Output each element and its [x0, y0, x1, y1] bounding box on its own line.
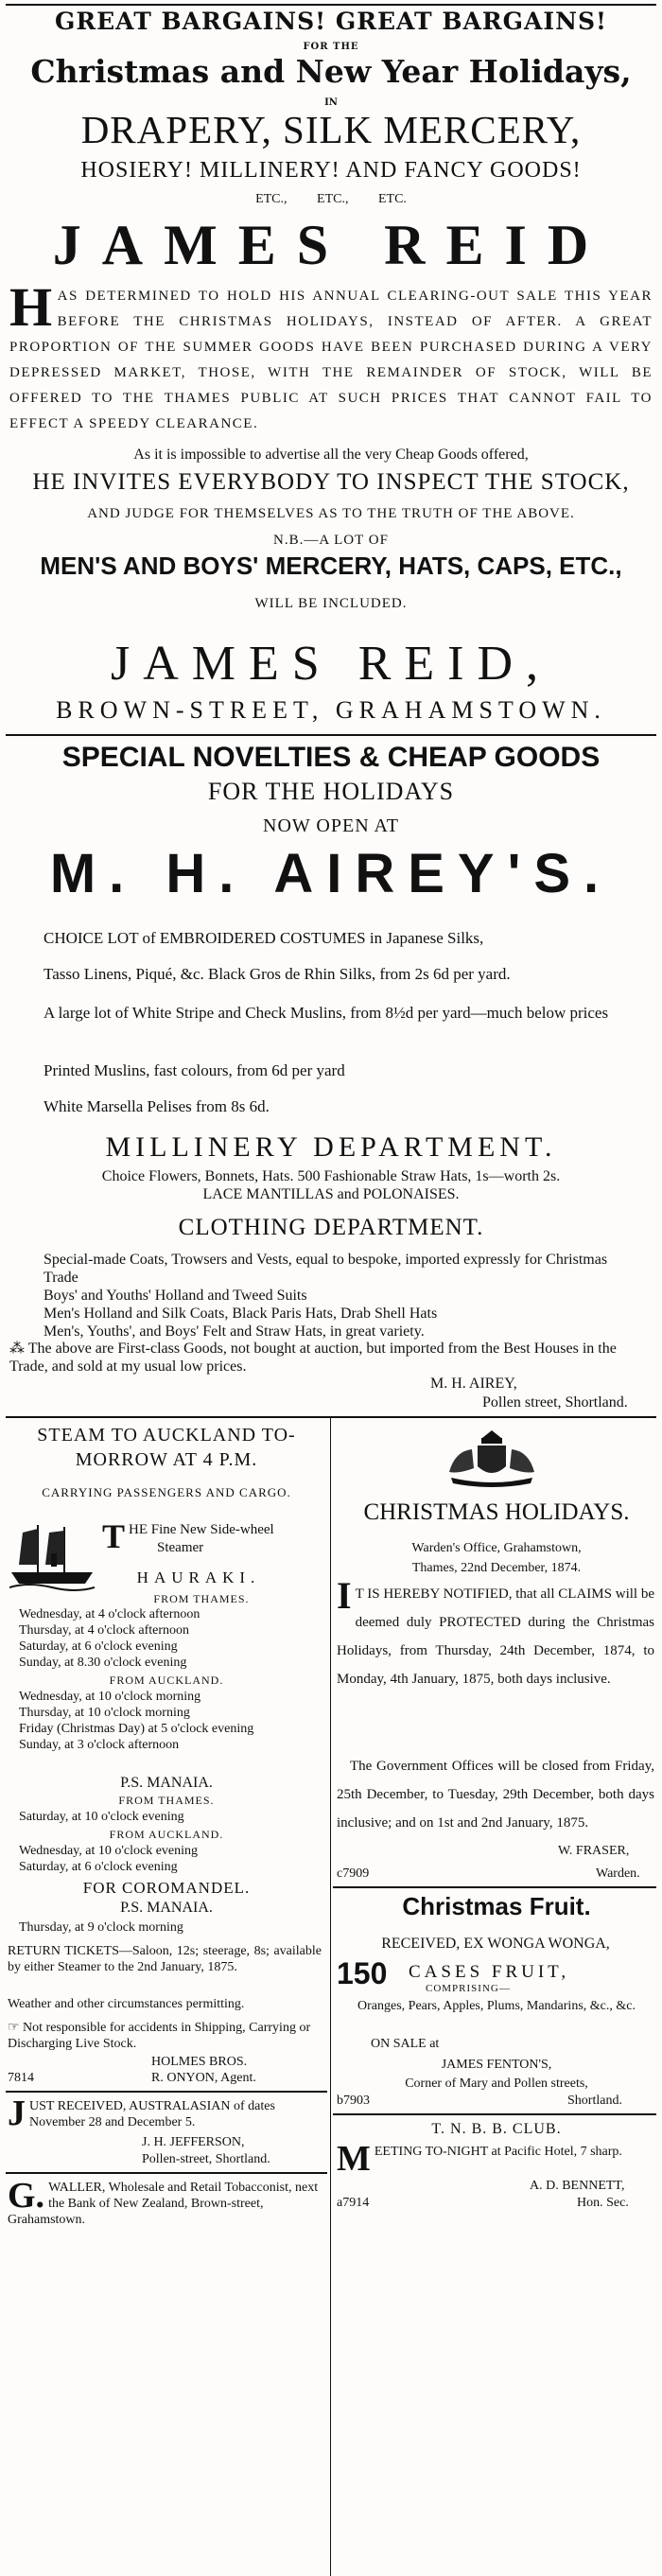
waller-block: [8, 2176, 322, 2228]
steam-ship-intro2: Steamer: [157, 1540, 204, 1555]
steam-t3: Saturday, at 6 o'clock evening: [19, 1639, 178, 1654]
waller-dropcap: G.: [8, 2176, 45, 2216]
reid-nb: N.B.—A LOT OF: [273, 533, 389, 548]
steam-return: RETURN TICKETS—Saloon, 12s; steerage, 8s; available by either Steamer to the 2nd January, 1875.: [8, 1944, 322, 1974]
steam-bottom-rule: [6, 2091, 327, 2093]
holidays-body2: The Government Offices will be closed from Friday, 25th December, to Tuesday, 29th December, both days inclusive; and on 1st and 2nd January, 1875.: [337, 1759, 654, 1831]
steam-m-from-thames: FROM THAMES.: [118, 1794, 215, 1807]
steam-manaia2: P.S. MANAIA.: [120, 1900, 213, 1916]
reid-line1: DRAPERY, SILK MERCERY,: [80, 108, 582, 151]
steam-m-from-auckland: FROM AUCKLAND.: [109, 1828, 224, 1841]
club-head: T. N. B. B. CLUB.: [431, 2121, 562, 2137]
steam-weather: Weather and other circumstances permitting.: [8, 1997, 245, 2011]
steam-m3: Saturday, at 6 o'clock evening: [19, 1860, 178, 1874]
airey-millinery-head: MILLINERY DEPARTMENT.: [105, 1131, 557, 1163]
airey-sub: FOR THE HOLIDAYS: [207, 778, 455, 805]
airey-clothing-head: CLOTHING DEPARTMENT.: [178, 1215, 484, 1240]
reid-invites: HE INVITES EVERYBODY TO INSPECT THE STOCK,: [32, 469, 630, 495]
steam-ship-intro: [102, 1517, 325, 1557]
steam-carrying: CARRYING PASSENGERS AND CARGO.: [42, 1485, 291, 1499]
airey-item2: A large lot of White Stripe and Check Muslins, from 8½d per yard—much below prices: [44, 1004, 609, 1022]
reid-body: [9, 276, 653, 437]
steam-manaia: P.S. MANAIA.: [120, 1775, 213, 1791]
reid-note: As it is impossible to advertise all the very Cheap Goods offered,: [133, 447, 529, 463]
airey-name: M. H. AIREY'S.: [49, 843, 613, 904]
jefferson-block: [8, 2094, 322, 2133]
fruit-qty: 150: [337, 1956, 388, 1990]
steam-ship-name: HAURAKI.: [136, 1568, 261, 1586]
fruit-fenton: JAMES FENTON'S,: [441, 2058, 552, 2072]
reid-judge: AND JUDGE FOR THEMSELVES AS TO THE TRUTH OF THE ABOVE.: [87, 506, 575, 521]
steam-from-auckland: FROM AUCKLAND.: [109, 1674, 224, 1687]
reid-dropcap: H: [9, 276, 54, 338]
reid-in: IN: [324, 97, 338, 108]
fruit-received: RECEIVED, EX WONGA WONGA,: [381, 1936, 610, 1952]
steam-ship-intro1: HE Fine New Side-wheel: [129, 1522, 274, 1537]
airey-headline: SPECIAL NOVELTIES & CHEAP GOODS: [61, 742, 601, 773]
steam-auckland-times: [19, 1689, 322, 1753]
airey-clothing4: Men's, Youths', and Boys' Felt and Straw Hats, in great variety.: [44, 1323, 425, 1340]
fruit-shortland: Shortland.: [567, 2094, 622, 2108]
airey-footer: ⁂ The above are First-class Goods, not bought at auction, but imported from the Best Houses in the Trade, and sold at my usual low prices.: [9, 1341, 617, 1375]
reid-line2: HOSIERY! MILLINERY! AND FANCY GOODS!: [80, 158, 582, 183]
reid-mens: MEN'S AND BOYS' MERCERY, HATS, CAPS, ETC.,: [40, 552, 622, 580]
holidays-sign: W. FRASER,: [558, 1844, 630, 1858]
holidays-date: Thames, 22nd December, 1874.: [411, 1561, 582, 1575]
airey-clothing2: Boys' and Youths' Holland and Tweed Suits: [44, 1288, 307, 1304]
fruit-bottom-rule: [333, 2113, 656, 2115]
steamship-illustration: [9, 1519, 95, 1593]
airey-item1b: Tasso Linens, Piqué, &c. Black Gros de Rhin Silks, from 2s 6d per yard.: [44, 965, 511, 983]
airey-item1a: [44, 929, 639, 948]
jefferson-text: UST RECEIVED, AUSTRALASIAN of dates November 28 and December 5.: [29, 2099, 275, 2129]
reid-name2: JAMES REID,: [110, 637, 552, 691]
reid-included: WILL BE INCLUDED.: [254, 596, 408, 611]
ship-icon: [9, 1519, 95, 1593]
reid-body-text: AS DETERMINED TO HOLD HIS ANNUAL CLEARING-OUT SALE THIS YEAR BEFORE THE CHRISTMAS HOLIDAYS, INSTEAD OF AFTER. A GREAT PROPORTION OF THE SUMMER GOODS HAVE BEEN PURCHASED DURING A VERY DEPRESSED MARKET, THOSE, WITH THE REMAINDER OF STOCK, WILL BE OFFERED TO THE THAMES PUBLIC AT SUCH PRICES THAT CANNOT FAIL TO EFFECT A SPEEDY CLEARANCE.: [9, 289, 653, 431]
airey-millinery1: Choice Flowers, Bonnets, Hats. 500 Fashionable Straw Hats, 1s—worth 2s.: [101, 1168, 561, 1184]
fruit-corner: Corner of Mary and Pollen streets,: [405, 2077, 588, 2091]
coat-of-arms-icon: [430, 1425, 553, 1491]
steam-head1: STEAM TO AUCKLAND TO-: [37, 1425, 296, 1446]
reid-for-the: FOR THE: [303, 42, 359, 52]
airey-clothing: [44, 1251, 639, 1341]
fruit-sale: ON SALE at: [371, 2037, 440, 2051]
steam-manaia-times: [19, 1843, 322, 1875]
column-divider: [330, 1418, 331, 2576]
waller-text: WALLER, Wholesale and Retail Tobacconist, next the Bank of New Zealand, Brown-street, Grahamstown.: [8, 2181, 319, 2227]
reid-occasion: Christmas and New Year Holidays,: [30, 53, 632, 90]
airey-clothing3: Men's Holland and Silk Coats, Black Paris Hats, Drab Shell Hats: [44, 1306, 438, 1322]
steam-holmes: HOLMES BROS.: [151, 2055, 248, 2069]
club-text: EETING TO-NIGHT at Pacific Hotel, 7 sharp.: [374, 2145, 622, 2159]
steam-m2: Wednesday, at 10 o'clock evening: [19, 1844, 199, 1858]
steam-coromandel: FOR COROMANDEL.: [82, 1879, 251, 1897]
holidays-dropcap: I: [337, 1574, 352, 1617]
holidays-head: CHRISTMAS HOLIDAYS.: [363, 1499, 630, 1525]
holidays-bottom-rule: [333, 1886, 656, 1888]
reid-address: BROWN-STREET, GRAHAMSTOWN.: [56, 696, 606, 724]
airey-clothing1: Special-made Coats, Trowsers and Vests, equal to bespoke, imported expressly for Christmas Trade: [44, 1252, 608, 1286]
steam-t4: Sunday, at 8.30 o'clock evening: [19, 1656, 187, 1670]
steam-a4: Sunday, at 3 o'clock afternoon: [19, 1738, 180, 1752]
jefferson-bottom-rule: [6, 2172, 327, 2174]
airey-sign: M. H. AIREY,: [430, 1376, 517, 1392]
steam-thames-times: [19, 1606, 322, 1671]
club-dropcap: M: [337, 2139, 371, 2179]
steam-num: 7814: [8, 2071, 34, 2085]
airey-millinery2: LACE MANTILLAS and POLONAISES.: [202, 1186, 460, 1202]
reid-etc: ETC., ETC., ETC.: [255, 192, 407, 206]
steam-a3: Friday (Christmas Day) at 5 o'clock evening: [19, 1722, 254, 1736]
fruit-cases: CASES FRUIT,: [409, 1962, 570, 1982]
holidays-num: c7909: [337, 1866, 370, 1881]
steam-onyon: R. ONYON, Agent.: [151, 2071, 256, 2085]
jefferson-addr: Pollen-street, Shortland.: [142, 2152, 270, 2166]
holidays-body1: [337, 1574, 654, 1693]
holidays-title: Warden.: [596, 1866, 640, 1881]
fruit-num: b7903: [337, 2094, 370, 2108]
steam-t1: Wednesday, at 4 o'clock afternoon: [19, 1607, 200, 1621]
club-block: [337, 2139, 654, 2179]
club-sign: A. D. BENNETT,: [530, 2179, 625, 2193]
steam-a2: Thursday, at 10 o'clock morning: [19, 1706, 190, 1720]
steam-m1: Saturday, at 10 o'clock evening: [19, 1810, 184, 1824]
club-title: Hon. Sec.: [577, 2196, 629, 2210]
steam-from-thames: FROM THAMES.: [153, 1592, 250, 1605]
club-num: a7914: [337, 2196, 370, 2210]
steam-head2: MORROW AT 4 P.M.: [75, 1449, 258, 1470]
steam-t2: Thursday, at 4 o'clock afternoon: [19, 1623, 190, 1638]
steam-a1: Wednesday, at 10 o'clock morning: [19, 1690, 201, 1704]
airey-item4: White Marsella Pelises from 8s 6d.: [44, 1097, 270, 1115]
reid-name: JAMES REID: [52, 214, 610, 276]
jefferson-sign: J. H. JEFFERSON,: [142, 2135, 245, 2149]
airey-open: NOW OPEN AT: [263, 815, 399, 836]
fruit-head: Christmas Fruit.: [402, 1892, 591, 1920]
holidays-body1-text: T IS HEREBY NOTIFIED, that all CLAIMS will be deemed duly PROTECTED during the Christmas Holidays, from Thursday, 24th December, 1874, to Monday, 4th January, 1875, both days inclusive.: [337, 1586, 654, 1687]
airey-sign2: Pollen street, Shortland.: [482, 1394, 628, 1411]
jefferson-dropcap: J: [8, 2094, 26, 2133]
reid-headline: GREAT BARGAINS! GREAT BARGAINS!: [55, 8, 607, 35]
airey-item3: Printed Muslins, fast colours, from 6d per yard: [44, 1061, 345, 1079]
holidays-office: Warden's Office, Grahamstown,: [411, 1541, 582, 1555]
airey-bottom-rule: [6, 1416, 656, 1418]
fruit-comprising: COMPRISING—: [426, 1983, 511, 1994]
steam-notresp: ☞ Not responsible for accidents in Shipping, Carrying or Discharging Live Stock.: [8, 2021, 311, 2051]
steam-c1: Thursday, at 9 o'clock morning: [19, 1920, 183, 1935]
airey-item1a-text: CHOICE LOT of EMBROIDERED COSTUMES in Japanese Silks,: [44, 929, 484, 947]
fruit-list: Oranges, Pears, Apples, Plums, Mandarins, &c., &c.: [357, 1999, 636, 2013]
top-rule: [6, 4, 656, 6]
steam-dropcap: T: [102, 1517, 126, 1555]
royal-coat-of-arms: [430, 1425, 553, 1491]
reid-bottom-rule: [6, 734, 656, 736]
